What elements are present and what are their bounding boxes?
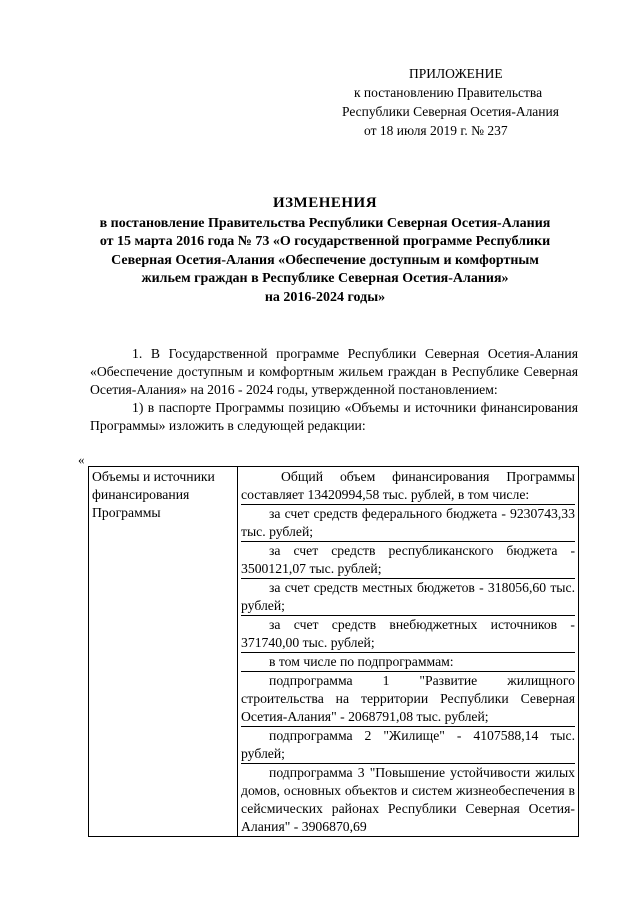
document-title-block [80,194,570,307]
table-row [89,467,579,837]
financing-item: подпрограмма 3 "Повышение устойчивости жилых домов, основных объектов и систем жизнеобеспечения в сейсмических районах Республики Северная Осетия-Алания" - 3906870,69 [241,765,575,834]
financing-item: за счет средств республиканского бюджета - 3500121,07 тыс. рублей; [241,542,575,579]
financing-item: за счет средств внебюджетных источников - 371740,00 тыс. рублей; [241,616,575,653]
body-paragraph: 1) в паспорте Программы позицию «Объемы и источники финансирования Программы» изложить в следующей редакции: [90,400,578,433]
appendix-line: к постановлению Правительства [354,85,543,100]
financing-item: подпрограмма 1 "Развитие жилищного строительства на территории Республики Северная Осетия-Алания" - 2068791,08 тыс. рублей; [241,672,575,727]
appendix-line: Республики Северная Осетия-Алания [342,104,559,119]
financing-item: за счет средств федерального бюджета - 9230743,33 тыс. рублей; [241,505,575,542]
financing-item: Общий объем финансирования Программы составляет 13420994,58 тыс. рублей, в том числе: [241,468,575,505]
financing-item: за счет средств местных бюджетов - 318056,60 тыс. рублей; [241,579,575,616]
document-subtitle-line: в постановление Правительства Республики Северная Осетия-Алания [99,215,551,231]
document-subtitle-line: Северная Осетия-Алания «Обеспечение доступным и комфортным [111,252,539,268]
appendix-date-number: от 18 июля 2019 г. № 237 [364,123,508,138]
body-paragraph: 1. В Государственной программе Республики Северная Осетия-Алания «Обеспечение доступным и комфортным жильем граждан в Республике Северная Осетия-Алания» на 2016 - 2024 годы, утвержденной постановлением: [90,346,578,397]
document-body [90,345,578,435]
financing-item: подпрограмма 2 "Жилище" - 4107588,14 тыс. рублей; [241,727,575,764]
document-subtitle-line: на 2016-2024 годы» [264,289,386,305]
appendix-header [330,64,590,140]
document-subtitle-line: жильем граждан в Республике Северная Осетия-Алания» [141,271,509,286]
opening-quote-mark: « [78,452,85,467]
document-subtitle-line: от 15 марта 2016 года № 73 «О государственной программе Республики [99,234,551,249]
appendix-title: ПРИЛОЖЕНИЕ [409,66,503,81]
table-label-cell: Объемы и источники финансирования Программы [89,467,238,837]
financing-item: в том числе по подпрограммам: [241,653,575,672]
financing-table [88,466,579,837]
document-title: ИЗМЕНЕНИЯ [272,195,378,211]
table-value-cell [238,467,579,837]
